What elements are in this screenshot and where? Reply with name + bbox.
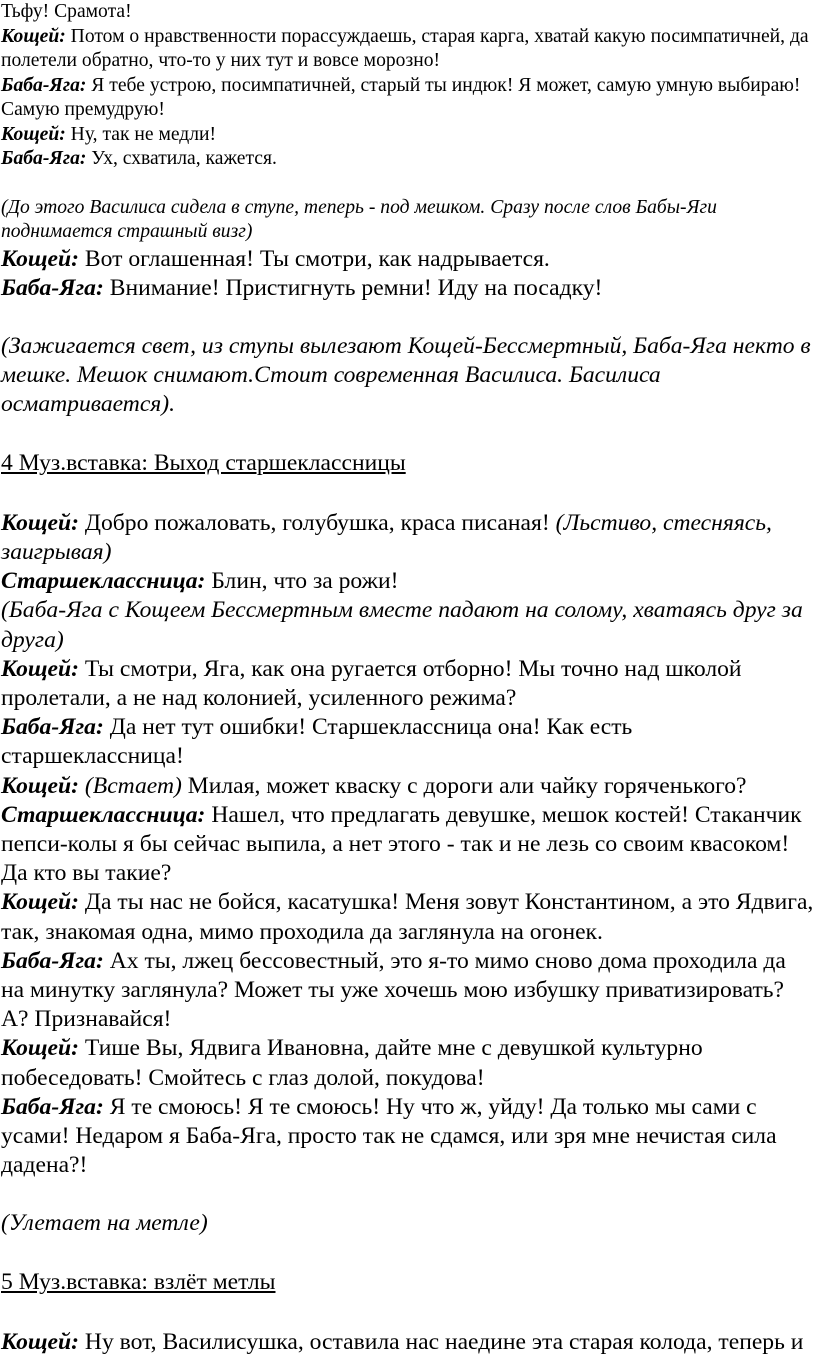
stage-direction-text: (Зажигается свет, из ступы вылезают Кощей-Бессмертный, Баба-Яга некто в мешке. Мешок снимают.Стоит современная Василиса. Басилиса осматривается). — [1, 332, 811, 418]
heading-text: 5 Муз.вставка: взлёт метлы — [1, 1268, 276, 1295]
line-text: Ах ты, лжец бессовестный, это я-то мимо сново дома проходила да на минутку заглянула? Может ты уже хочешь мою избушку приватизировать? А? Признавайся! — [1, 947, 786, 1033]
line-text: Да ты нас не бойся, касатушка! Меня зовут Константином, а это Ядвига, так, знакомая одна, мимо проходила да заглянула на огонек. — [1, 889, 814, 945]
line-text: Потом о нравственности порассуждаешь, старая карга, хватай какую посимпатичней, да полетели обратно, что-то у них тут и вовсе морозно! — [1, 25, 809, 71]
stage-direction-text: (Встает) — [84, 772, 182, 799]
line-text: Ну, так не медли! — [65, 123, 217, 145]
speaker-name: Баба-Яга: — [1, 714, 104, 741]
stage-direction — [0, 1209, 816, 1238]
blank-line — [0, 1297, 816, 1328]
dialogue-line — [0, 123, 816, 148]
dialogue-line — [0, 888, 816, 946]
dialogue-line — [0, 74, 816, 123]
line-text: Блин, что за рожи! — [205, 568, 399, 595]
dialogue-line — [0, 245, 816, 274]
stage-direction-text: (Улетает на метле) — [1, 1210, 208, 1237]
speaker-name: Кощей: — [1, 889, 80, 916]
dialogue-line — [0, 801, 816, 889]
speaker-name: Баба-Яга: — [1, 148, 87, 169]
section-heading — [0, 449, 816, 478]
speaker-name: Баба-Яга: — [1, 947, 104, 974]
dialogue-line — [0, 1328, 816, 1357]
blank-line — [0, 172, 816, 196]
dialogue-line — [0, 1093, 816, 1181]
dialogue-line — [0, 713, 816, 771]
blank-line — [0, 1180, 816, 1209]
speaker-name: Кощей: — [1, 245, 80, 272]
speaker-name: Кощей: — [1, 655, 80, 682]
line-text: Ух, схватила, кажется. — [86, 148, 277, 169]
speaker-name: Кощей: — [1, 509, 80, 536]
text-line — [0, 0, 816, 25]
dialogue-line — [0, 655, 816, 713]
speaker-name: Баба-Яга: — [1, 74, 87, 96]
speaker-name: Кощей: — [1, 123, 66, 145]
dialogue-line — [0, 947, 816, 1035]
speaker-name: Баба-Яга: — [1, 274, 104, 301]
line-text: Тише Вы, Ядвига Ивановна, дайте мне с девушкой культурно побеседовать! Смойтесь с глаз долой, покудова! — [1, 1035, 703, 1091]
line-text: Ты смотри, Яга, как она ругается отборно! Мы точно над школой пролетали, а не над колонией, усиленного режима? — [1, 655, 742, 711]
section-heading — [0, 1268, 816, 1297]
stage-direction — [0, 196, 816, 245]
line-text: Нашел, что предлагать девушке, мешок костей! Стаканчик пепси-колы я бы сейчас выпила, а нет этого - так и не лезь со своим квасоком! Да кто вы такие? — [1, 801, 802, 887]
line-text: Тьфу! Срамота! — [1, 1, 132, 22]
stage-direction-text: (До этого Василиса сидела в ступе, теперь - под мешком. Сразу после слов Бабы-Яги поднимается страшный визг) — [1, 196, 717, 242]
dialogue-line — [0, 25, 816, 74]
line-text: Вот оглашенная! Ты смотри, как надрывается. — [79, 245, 550, 272]
heading-text: 4 Муз.вставка: Выход старшеклассницы — [1, 449, 406, 476]
dialogue-line — [0, 772, 816, 801]
line-text: Ну вот, Василисушка, оставила нас наедине эта старая колода, теперь и — [79, 1328, 804, 1355]
speaker-name: Кощей: — [1, 25, 66, 47]
stage-direction — [0, 596, 816, 654]
speaker-name: Кощей: — [1, 1035, 80, 1062]
stage-direction-text: (Льстиво, стесняясь, заигрывая) — [1, 509, 772, 565]
dialogue-line — [0, 567, 816, 596]
dialogue-line — [0, 147, 816, 172]
dialogue-line — [0, 1034, 816, 1092]
line-text: Я тебе устрою, посимпатичней, старый ты индюк! Я может, самую умную выбираю! Самую премудрую! — [1, 74, 801, 120]
blank-line — [0, 303, 816, 332]
dialogue-line — [0, 274, 816, 303]
line-text: Добро пожаловать, голубушка, краса писаная! — [79, 509, 556, 536]
speaker-name: Старшеклассница: — [1, 568, 206, 595]
dialogue-line — [0, 509, 816, 567]
blank-line — [0, 478, 816, 509]
blank-line — [0, 1239, 816, 1268]
line-text: Я те смоюсь! Я те смоюсь! Ну что ж, уйду! Да только мы сами с усами! Недаром я Баба-Яга, просто так не сдамся, или зря мне нечистая сила дадена?! — [1, 1093, 777, 1179]
line-text: Внимание! Пристигнуть ремни! Иду на посадку! — [103, 274, 603, 301]
stage-direction — [0, 332, 816, 420]
speaker-name: Старшеклассница: — [1, 801, 206, 828]
speaker-name: Кощей: — [1, 1328, 80, 1355]
line-text: Да нет тут ошибки! Старшеклассница она! Как есть старшеклассница! — [1, 714, 633, 770]
speaker-name: Баба-Яга: — [1, 1093, 104, 1120]
speaker-name: Кощей: — [1, 772, 80, 799]
stage-direction-text: (Баба-Яга с Кощеем Бессмертным вместе падают на солому, хватаясь друг за друга) — [1, 597, 803, 653]
line-text: Милая, может кваску с дороги али чайку горяченького? — [181, 772, 747, 799]
blank-line — [0, 420, 816, 449]
